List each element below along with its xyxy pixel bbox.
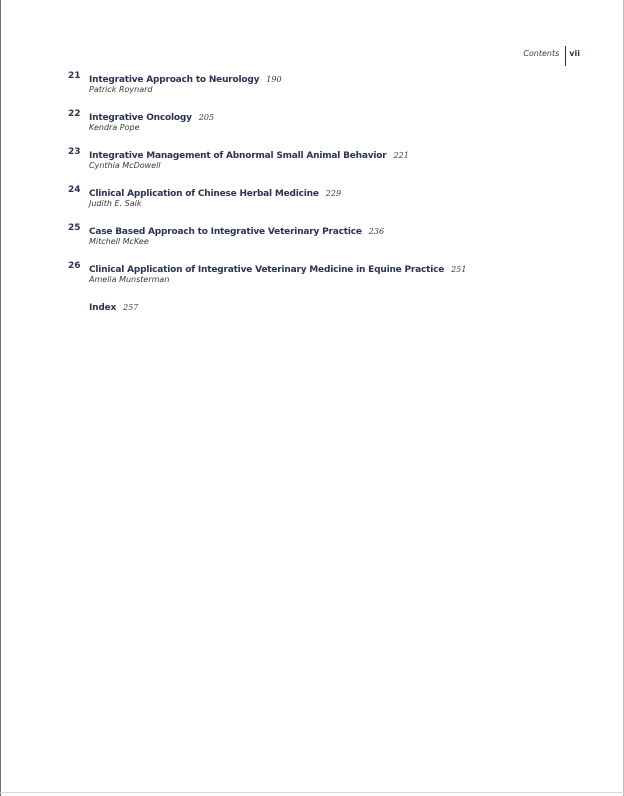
chapter-author: Amelia Munsterman (89, 275, 170, 284)
chapter-number: 24 (68, 185, 81, 195)
chapter-number: 25 (68, 223, 81, 233)
chapter-number: 21 (68, 71, 81, 81)
chapter-page-number: 236 (368, 227, 385, 236)
chapter-page-number: 229 (325, 189, 342, 198)
toc-entry-26[interactable] (0, 261, 624, 299)
page-edge-bottom (0, 792, 624, 793)
chapter-author: Kendra Pope (89, 123, 140, 132)
running-head (523, 46, 580, 66)
toc-entry-25[interactable] (0, 223, 624, 261)
chapter-title[interactable]: Integrative Management of Abnormal Small Animal Behavior (89, 151, 387, 161)
table-of-contents (0, 71, 624, 337)
chapter-number: 23 (68, 147, 81, 157)
chapter-title[interactable]: Integrative Oncology (89, 113, 192, 123)
toc-entry-21[interactable] (0, 71, 624, 109)
chapter-author: Mitchell McKee (89, 237, 149, 246)
chapter-author: Judith E. Saik (89, 199, 142, 208)
index-title-line (89, 299, 138, 314)
running-head-title: Contents (523, 49, 560, 58)
chapter-author: Patrick Roynard (89, 85, 153, 94)
chapter-number: 22 (68, 109, 81, 119)
toc-entry-index[interactable] (0, 299, 624, 337)
chapter-title[interactable]: Clinical Application of Chinese Herbal Medicine (89, 189, 319, 199)
index-title[interactable]: Index (89, 303, 117, 313)
chapter-number: 26 (68, 261, 81, 271)
chapter-author: Cynthia McDowell (89, 161, 161, 170)
toc-entry-23[interactable] (0, 147, 624, 185)
index-page-number: 257 (123, 303, 139, 312)
chapter-title[interactable]: Clinical Application of Integrative Veterinary Medicine in Equine Practice (89, 265, 445, 275)
chapter-page-number: 190 (266, 75, 282, 84)
chapter-page-number: 251 (451, 265, 467, 274)
running-head-page-number: vii (569, 49, 580, 58)
toc-entry-22[interactable] (0, 109, 624, 147)
chapter-page-number: 221 (393, 151, 409, 160)
toc-entry-24[interactable] (0, 185, 624, 223)
chapter-title[interactable]: Case Based Approach to Integrative Veterinary Practice (89, 227, 362, 237)
chapter-page-number: 205 (198, 113, 215, 122)
chapter-title[interactable]: Integrative Approach to Neurology (89, 75, 260, 85)
